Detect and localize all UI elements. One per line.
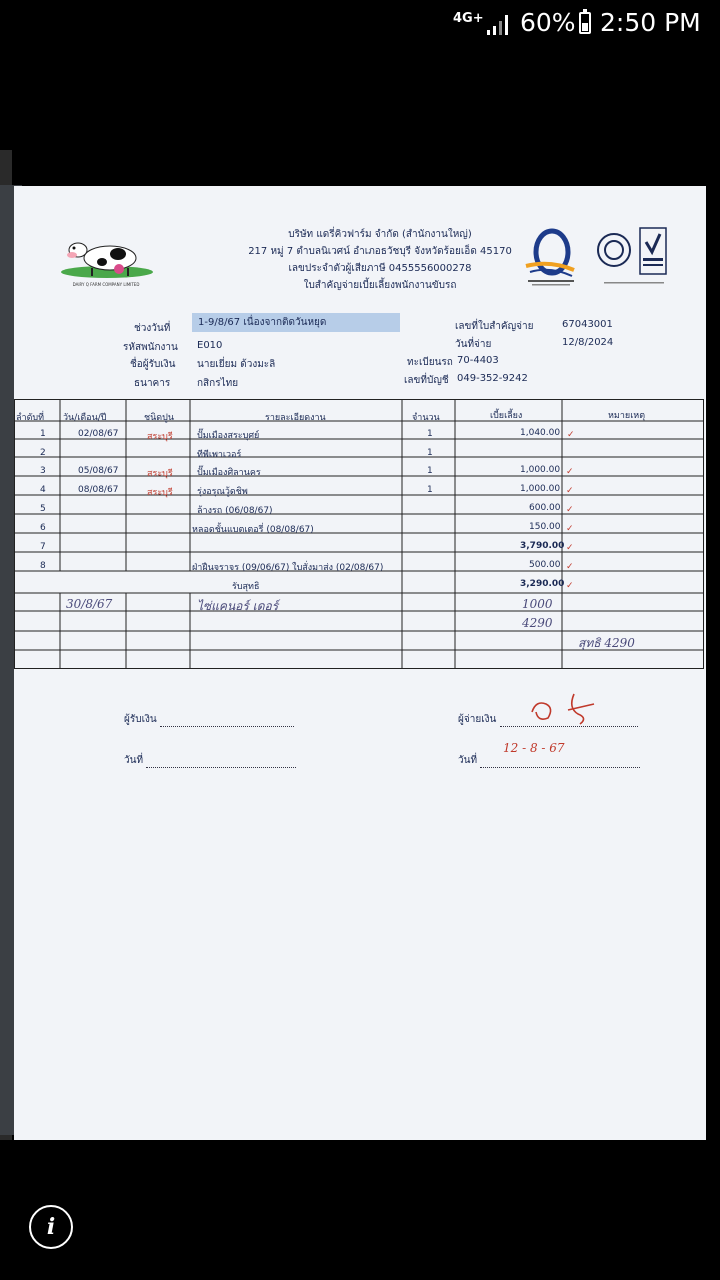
- payer-label: ผู้จ่ายเงิน: [458, 714, 497, 725]
- row3-qty: 1: [427, 466, 433, 476]
- handwritten-note: สุทธิ 4290: [578, 636, 635, 650]
- row3-amount: 1,000.00: [520, 465, 561, 475]
- payer-date-handwritten: 12 - 8 - 67: [503, 741, 565, 755]
- info-button[interactable]: i: [29, 1205, 73, 1249]
- check-mark-icon: ✓: [566, 581, 574, 591]
- row2-no: 2: [40, 448, 46, 458]
- row1-date: 02/08/67: [78, 429, 119, 439]
- row1-no: 1: [40, 429, 46, 439]
- row3-type: สระบุรี: [147, 469, 173, 479]
- receiver-date-label: วันที่: [124, 755, 144, 766]
- receiver-signature-line: [124, 712, 294, 727]
- payer-date-label: วันที่: [458, 755, 478, 766]
- period-value: 1-9/8/67 เนื่องจากติดวันหยุด: [192, 313, 400, 332]
- row4-qty: 1: [427, 485, 433, 495]
- row5-no: 5: [40, 504, 46, 514]
- plate-label: ทะเบียนรถ: [407, 357, 453, 368]
- plate-value: 70-4403: [457, 355, 499, 366]
- row5-detail: ล้างรถ (06/08/67): [197, 506, 273, 516]
- company-name: บริษัท แดรี่คิวฟาร์ม จำกัด (สำนักงานใหญ่): [288, 229, 472, 240]
- net-label: รับสุทธิ: [232, 582, 260, 592]
- receiver-label: ผู้รับเงิน: [124, 714, 157, 725]
- net-amount: 3,290.00: [520, 579, 565, 589]
- allowance-table-grid: [14, 399, 704, 669]
- row3-no: 3: [40, 466, 46, 476]
- check-mark-icon: ✓: [567, 430, 575, 440]
- payer-date-line: [458, 753, 640, 768]
- emp-code-value: E010: [197, 340, 223, 351]
- row1-detail: ปั๊มเมืองสระบุศย์: [197, 431, 260, 441]
- row1-qty: 1: [427, 429, 433, 439]
- row4-no: 4: [40, 485, 46, 495]
- period-label: ช่วงวันที่: [134, 323, 171, 334]
- row3-detail: ปั๊มเมืองศิลานคร: [197, 468, 261, 478]
- clock: 2:50 PM: [600, 8, 701, 37]
- row7-no: 7: [40, 542, 46, 552]
- check-mark-icon: ✓: [566, 486, 574, 496]
- bank-value: กสิกรไทย: [197, 378, 239, 389]
- receiver-date-line: [124, 753, 296, 768]
- account-label: เลขที่บัญชี: [404, 375, 449, 386]
- handwritten-total: 4290: [522, 616, 553, 630]
- col-header-detail: รายละเอียดงาน: [265, 413, 326, 423]
- check-mark-icon: ✓: [566, 543, 574, 553]
- signal-icon: [486, 14, 512, 36]
- handwritten-detail: ไซ่แคนอร์ เดอร์: [197, 599, 279, 613]
- row1-type: สระบุรี: [147, 432, 173, 442]
- check-mark-icon: ✓: [566, 562, 574, 572]
- payer-signature-mark: [528, 688, 602, 728]
- check-mark-icon: ✓: [566, 505, 574, 515]
- row3-date: 05/08/67: [78, 466, 119, 476]
- bank-label: ธนาคาร: [134, 378, 171, 389]
- account-value: 049-352-9242: [457, 373, 528, 384]
- col-header-type: ชนิดปูน: [144, 413, 174, 423]
- handwritten-date: 30/8/67: [66, 597, 113, 611]
- status-bar: [0, 0, 720, 52]
- col-header-qty: จำนวน: [412, 413, 440, 423]
- certification-logo-icon: [594, 222, 674, 294]
- cow-logo-text: DAIRY Q FARM COMPANY LIMITED: [72, 282, 140, 287]
- row4-detail: รุ่งอรุณวู้ดชิพ: [197, 487, 248, 497]
- row2-detail: ทีพีเพาเวอร์: [197, 450, 242, 460]
- row8-amount: 500.00: [529, 560, 561, 570]
- row4-amount: 1,000.00: [520, 484, 561, 494]
- company-address: 217 หมู่ 7 ตำบลนิเวศน์ อำเภอธวัชบุรี จังหวัดร้อยเอ็ด 45170: [248, 246, 512, 257]
- row5-amount: 600.00: [529, 503, 561, 513]
- quality-mark-icon: [520, 226, 580, 288]
- battery-percent: 60%: [520, 8, 576, 37]
- handwritten-amount: 1000: [522, 597, 553, 611]
- row8-no: 8: [40, 561, 46, 571]
- row2-qty: 1: [427, 448, 433, 458]
- col-header-date: วัน/เดือน/ปี: [63, 413, 107, 423]
- row6-no: 6: [40, 523, 46, 533]
- network-indicator: 4G+: [453, 11, 484, 26]
- pay-date-label: วันที่จ่าย: [455, 339, 492, 350]
- row4-date: 08/08/67: [78, 485, 119, 495]
- check-mark-icon: ✓: [566, 467, 574, 477]
- voucher-no-value: 67043001: [562, 319, 613, 330]
- pay-date-value: 12/8/2024: [562, 337, 614, 348]
- tax-id: เลขประจำตัวผู้เสียภาษี 0455556000278: [288, 263, 472, 274]
- payee-value: นายเยี่ยม ด้วงมะลิ: [197, 359, 276, 370]
- emp-code-label: รหัสพนักงาน: [123, 342, 178, 353]
- col-header-amount: เบี้ยเลี้ยง: [490, 411, 523, 421]
- col-header-note: หมายเหตุ: [608, 411, 646, 421]
- row8-detail: ฝ่าฝืนจราจร (09/06/67) ใบสั่งมาส่ง (02/08/67): [192, 563, 384, 573]
- check-mark-icon: ✓: [566, 524, 574, 534]
- row6-detail: หลอดชั้นแบตเตอรี่ (08/08/67): [192, 525, 314, 535]
- col-header-no: ลำดับที่: [16, 413, 45, 423]
- document-title: ใบสำคัญจ่ายเบี้ยเลี้ยงพนักงานขับรถ: [303, 280, 457, 291]
- row6-amount: 150.00: [529, 522, 561, 532]
- payee-label: ชื่อผู้รับเงิน: [130, 359, 176, 370]
- battery-icon: [579, 12, 591, 34]
- row1-amount: 1,040.00: [520, 428, 561, 438]
- cow-logo-icon: [52, 236, 160, 288]
- voucher-no-label: เลขที่ใบสำคัญจ่าย: [455, 321, 534, 332]
- row4-type: สระบุรี: [147, 488, 173, 498]
- row7-amount: 3,790.00: [520, 541, 565, 551]
- company-header: [200, 226, 560, 294]
